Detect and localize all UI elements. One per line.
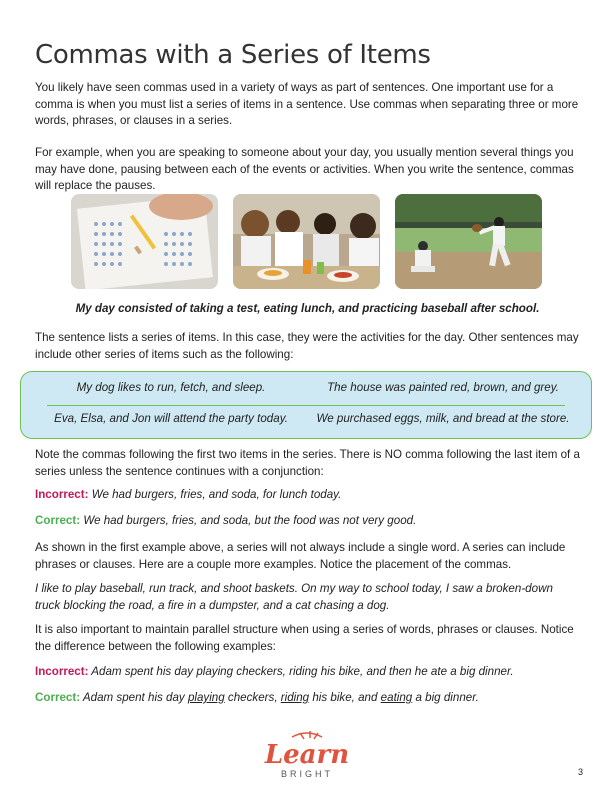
incorrect-sentence: We had burgers, fries, and soda, for lunch today. <box>88 488 342 501</box>
series-intro-paragraph: The sentence lists a series of items. In this case, they were the activities for the day. Other sentences may include other series of items such as the following: <box>35 331 579 361</box>
examples-box <box>20 371 592 439</box>
sentence-part: Adam spent his day <box>80 691 188 704</box>
photo-caption: My day consisted of taking a test, eating lunch, and practicing baseball after school. <box>75 302 540 315</box>
correct-example-1 <box>35 513 580 530</box>
incorrect-label: Incorrect: <box>35 665 89 678</box>
sentence-part: checkers, <box>224 691 281 704</box>
learn-bright-logo <box>252 727 362 783</box>
logo-word: Learn <box>264 740 350 770</box>
incorrect-example-1 <box>35 487 580 504</box>
logo-swoosh-icon <box>292 731 322 739</box>
example-dog: My dog likes to run, fetch, and sleep. <box>76 381 266 394</box>
logo-sub: BRIGHT <box>280 769 334 779</box>
intro-paragraph: You likely have seen commas used in a variety of ways as part of sentences. One important use for a comma is when you must list a series of items in a sentence. Use commas when separating three or more words, phrases, or clauses in a series. <box>35 81 579 127</box>
example-store: We purchased eggs, milk, and bread at the store. <box>316 412 570 425</box>
examples-divider <box>47 405 565 406</box>
correct-sentence: We had burgers, fries, and soda, but the food was not very good. <box>80 514 417 527</box>
page-title: Commas with a Series of Items <box>35 40 431 70</box>
photo-baseball-practice <box>395 194 542 289</box>
photo-eating-lunch <box>233 194 380 289</box>
italic-examples-paragraph: I like to play baseball, run track, and shoot baskets. On my way to school today, I saw a broken-down truck blocking the road, a fire in a dumpster, and a cat chasing a dog. <box>35 582 553 612</box>
correct-label: Correct: <box>35 514 81 527</box>
example-party: Eva, Elsa, and Jon will attend the party today. <box>54 412 288 425</box>
example-house: The house was painted red, brown, and grey. <box>327 381 559 394</box>
example-paragraph: For example, when you are speaking to someone about your day, you usually mention several things you may have done, pausing between each of the events or activities. When you write the sentence, commas will replace the pauses. <box>35 146 574 192</box>
note-paragraph: Note the commas following the first two items in the series. There is NO comma following the last item of a series unless the sentence continues with a conjunction: <box>35 448 580 478</box>
photo-taking-test <box>71 194 218 289</box>
underlined-riding: riding <box>280 691 310 704</box>
incorrect-label: Incorrect: <box>35 488 89 501</box>
correct-label: Correct: <box>35 691 81 704</box>
phrases-paragraph: As shown in the first example above, a series will not always include a single word. A series can include phrases or clauses. Here are a couple more examples. Notice the placement of the commas. <box>35 541 566 571</box>
incorrect-sentence: Adam spent his day playing checkers, riding his bike, and then he ate a big dinner. <box>88 665 514 678</box>
sentence-part: his bike, and <box>309 691 381 704</box>
page-number: 3 <box>578 767 584 777</box>
parallel-paragraph: It is also important to maintain parallel structure when using a series of words, phrases or clauses. Notice the difference between the following examples: <box>35 623 574 653</box>
incorrect-example-2 <box>35 664 580 681</box>
correct-example-2 <box>35 690 580 707</box>
underlined-eating: eating <box>380 691 413 704</box>
sentence-part: a big dinner. <box>412 691 479 704</box>
underlined-playing: playing <box>187 691 225 704</box>
